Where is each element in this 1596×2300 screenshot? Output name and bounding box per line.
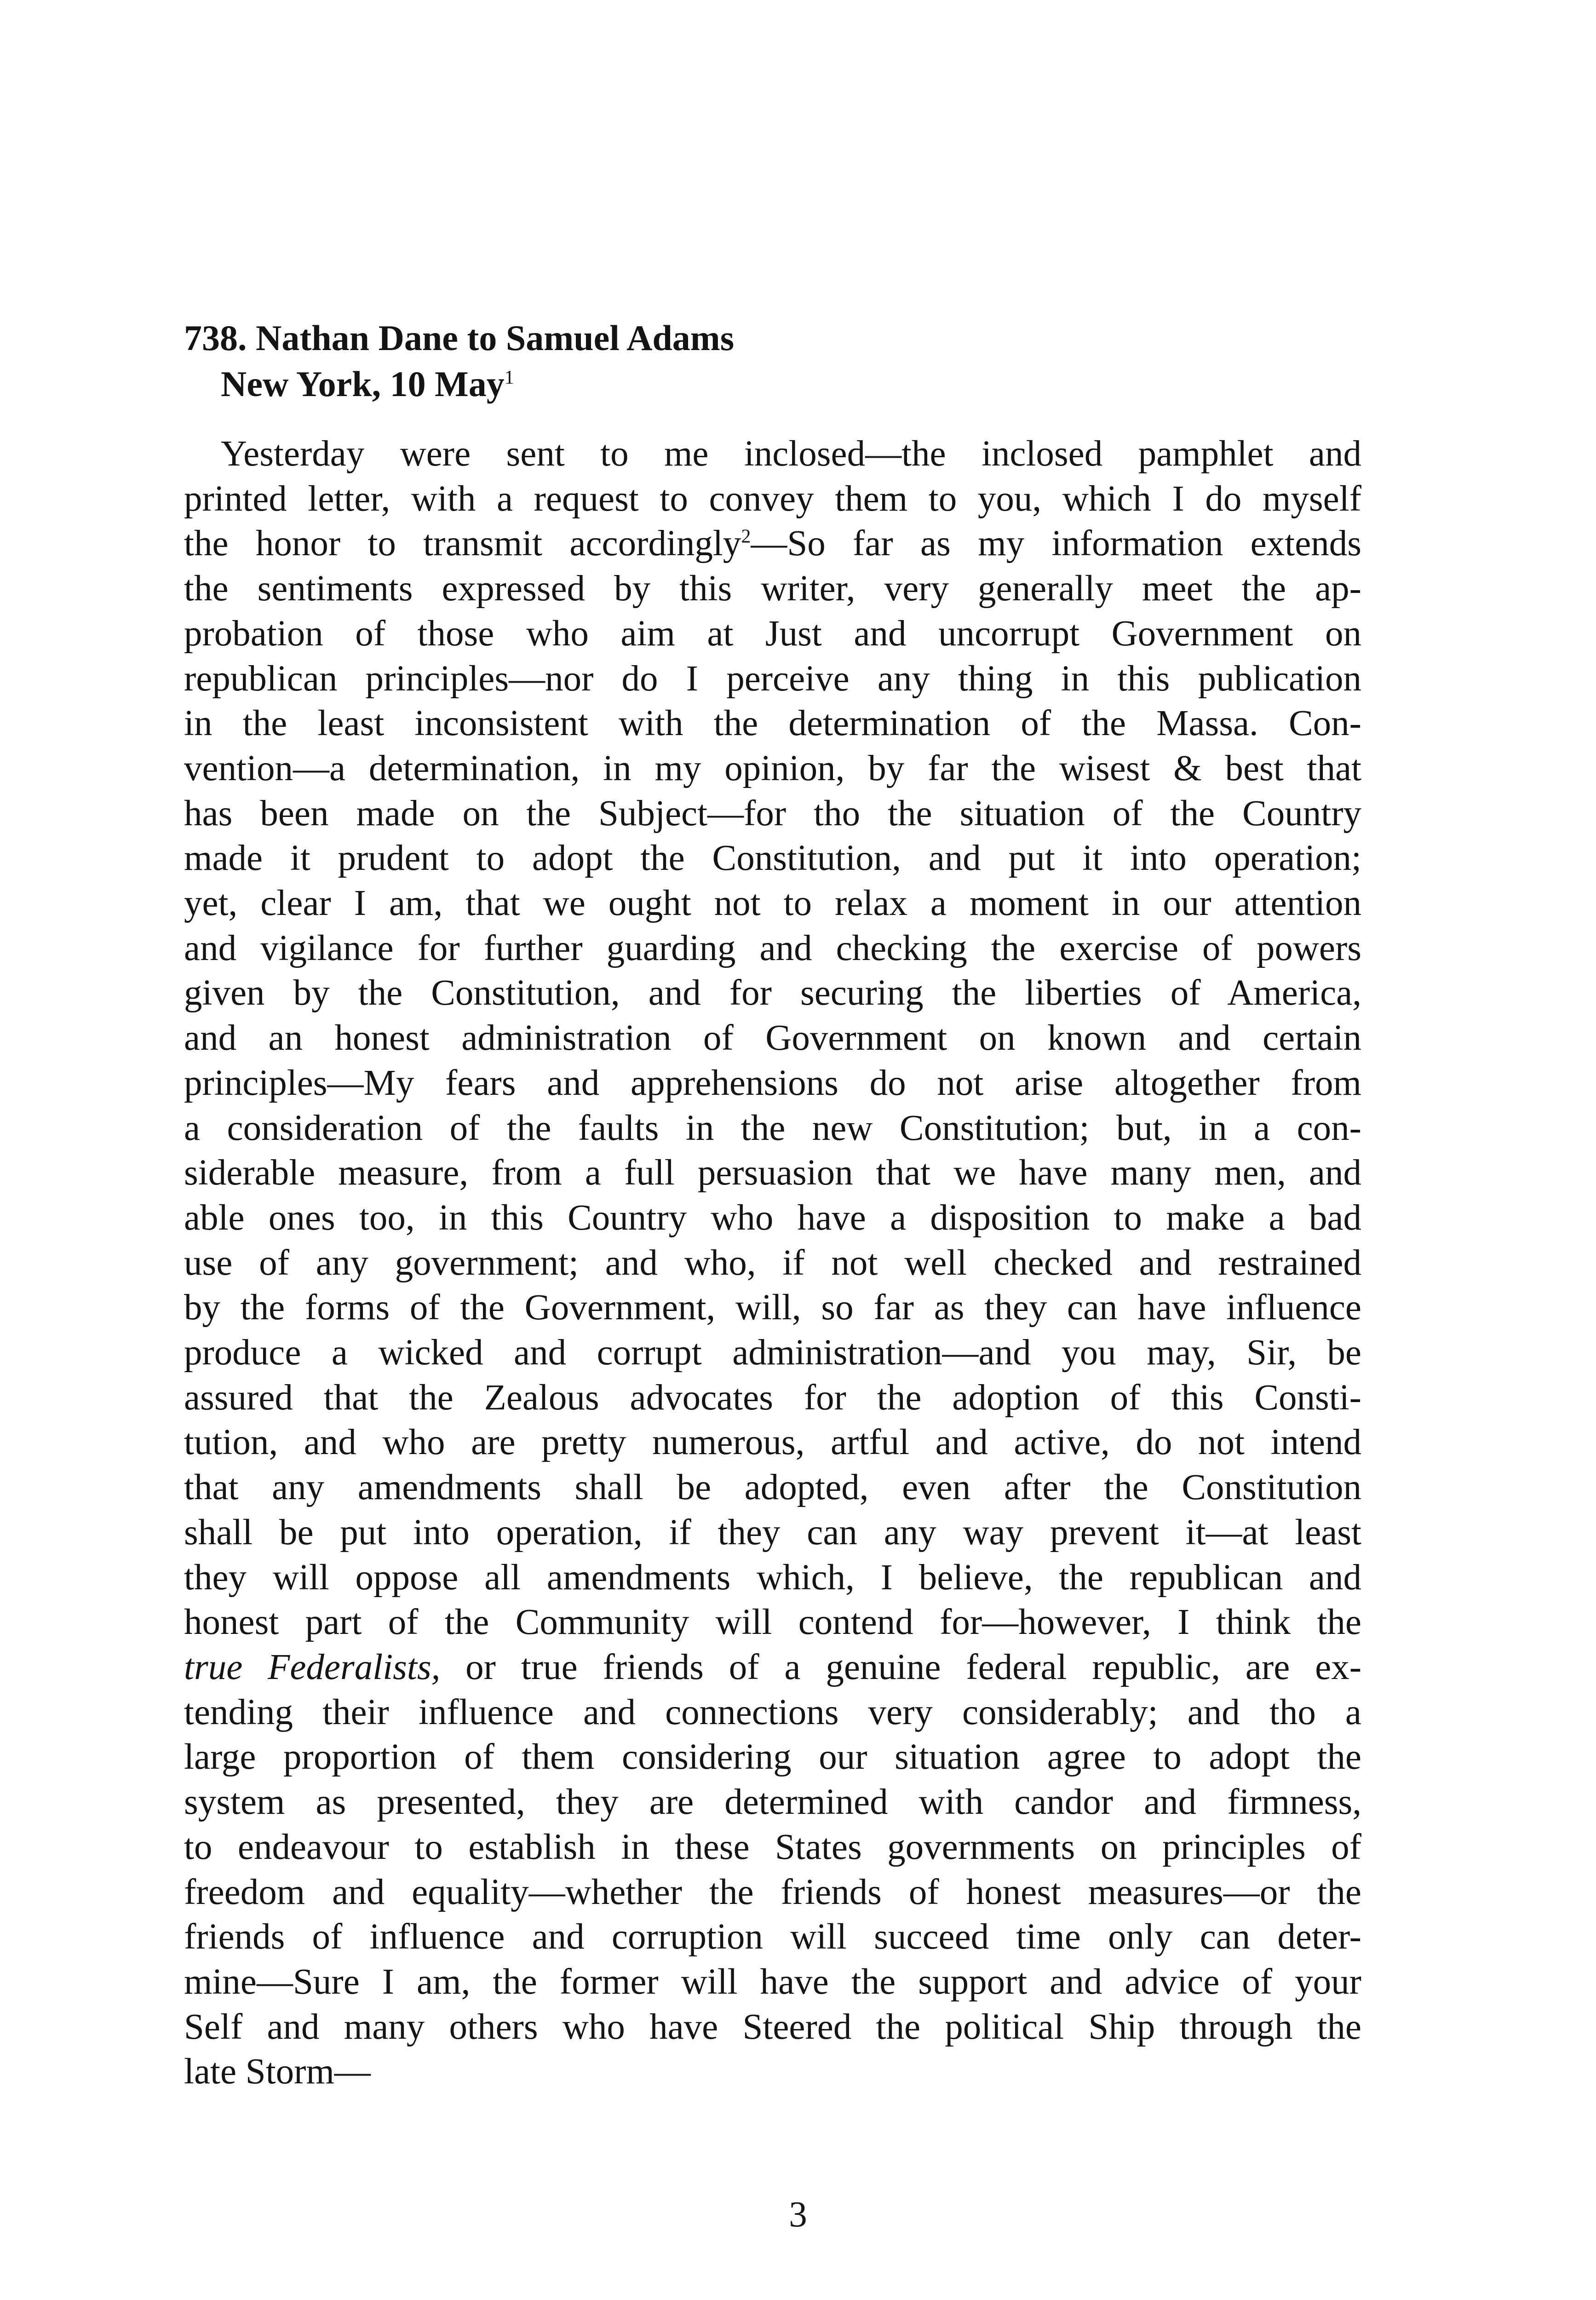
letter-heading [184, 315, 734, 407]
text-line: that any amendments shall be adopted, even after the Constitution [184, 1467, 1361, 1508]
footnote-ref-2: 2 [741, 526, 751, 548]
text-line: and vigilance for further guarding and checking the exercise of powers [184, 928, 1361, 968]
text-line: Yesterday were sent to me inclosed—the inclosed pamphlet and [221, 434, 1361, 474]
text-line: and an honest administration of Government on known and certain [184, 1018, 1361, 1058]
letter-body [184, 431, 1361, 2094]
text-line: friends of influence and corruption will succeed time only can deter- [184, 1917, 1361, 1957]
text-line: a consideration of the faults in the new Constitution; but, in a con- [184, 1108, 1361, 1148]
text-line: probation of those who aim at Just and uncorrupt Government on [184, 613, 1361, 654]
text-segment: the honor to transmit accordingly [184, 523, 741, 564]
text-line: to endeavour to establish in these States governments on principles of [184, 1827, 1361, 1867]
text-line: Self and many others who have Steered the political Ship through the [184, 2007, 1361, 2047]
text-line: vention—a determination, in my opinion, by far the wisest & best that [184, 748, 1361, 788]
italic-term: true Federalists, [184, 1647, 441, 1687]
letter-title: 738. Nathan Dane to Samuel Adams [184, 318, 735, 358]
text-line [184, 521, 1361, 566]
place-date-text: New York, 10 May [221, 364, 505, 404]
text-line: able ones too, in this Country who have a disposition to make a bad [184, 1197, 1361, 1238]
text-line: has been made on the Subject—for tho the situation of the Country [184, 793, 1361, 834]
footnote-ref-1: 1 [504, 367, 514, 388]
text-line: honest part of the Community will contend for—however, I think the [184, 1602, 1361, 1643]
text-line: produce a wicked and corrupt administration—and you may, Sir, be [184, 1333, 1361, 1373]
page-number: 3 [789, 2195, 807, 2235]
text-segment: or true friends of a genuine federal republic, are ex- [440, 1647, 1362, 1687]
text-line: in the least inconsistent with the determination of the Massa. Con- [184, 703, 1361, 744]
text-line: principles—My fears and apprehensions do not arise altogether from [184, 1063, 1361, 1103]
text-line: printed letter, with a request to convey them to you, which I do myself [184, 478, 1361, 519]
text-line: republican principles—nor do I perceive any thing in this publication [184, 658, 1361, 699]
text-line: tending their influence and connections very considerably; and tho a [184, 1692, 1361, 1732]
text-line: freedom and equality—whether the friends of honest measures—or the [184, 1872, 1361, 1912]
text-line: late Storm— [184, 2052, 371, 2092]
text-line: siderable measure, from a full persuasion that we have many men, and [184, 1153, 1361, 1193]
text-line: assured that the Zealous advocates for the adoption of this Consti- [184, 1377, 1361, 1418]
text-line: made it prudent to adopt the Constitution, and put it into operation; [184, 838, 1361, 879]
text-line: by the forms of the Government, will, so far as they can have influence [184, 1288, 1361, 1328]
text-line: given by the Constitution, and for securing the liberties of America, [184, 973, 1361, 1013]
text-line: shall be put into operation, if they can any way prevent it—at least [184, 1512, 1361, 1552]
text-line: they will oppose all amendments which, I believe, the republican and [184, 1557, 1361, 1598]
text-line: use of any government; and who, if not well checked and restrained [184, 1242, 1361, 1283]
text-line: yet, clear I am, that we ought not to relax a moment in our attention [184, 883, 1361, 924]
letter-place-date [184, 361, 734, 407]
text-line: large proportion of them considering our situation agree to adopt the [184, 1737, 1361, 1777]
text-line: tution, and who are pretty numerous, artful and active, do not intend [184, 1422, 1361, 1463]
text-line: mine—Sure I am, the former will have the support and advice of your [184, 1961, 1361, 2002]
text-line [184, 1645, 1361, 1690]
text-line: the sentiments expressed by this writer, very generally meet the ap- [184, 569, 1361, 609]
text-segment: —So far as my information extends [751, 523, 1362, 564]
text-line: system as presented, they are determined with candor and firmness, [184, 1782, 1361, 1823]
